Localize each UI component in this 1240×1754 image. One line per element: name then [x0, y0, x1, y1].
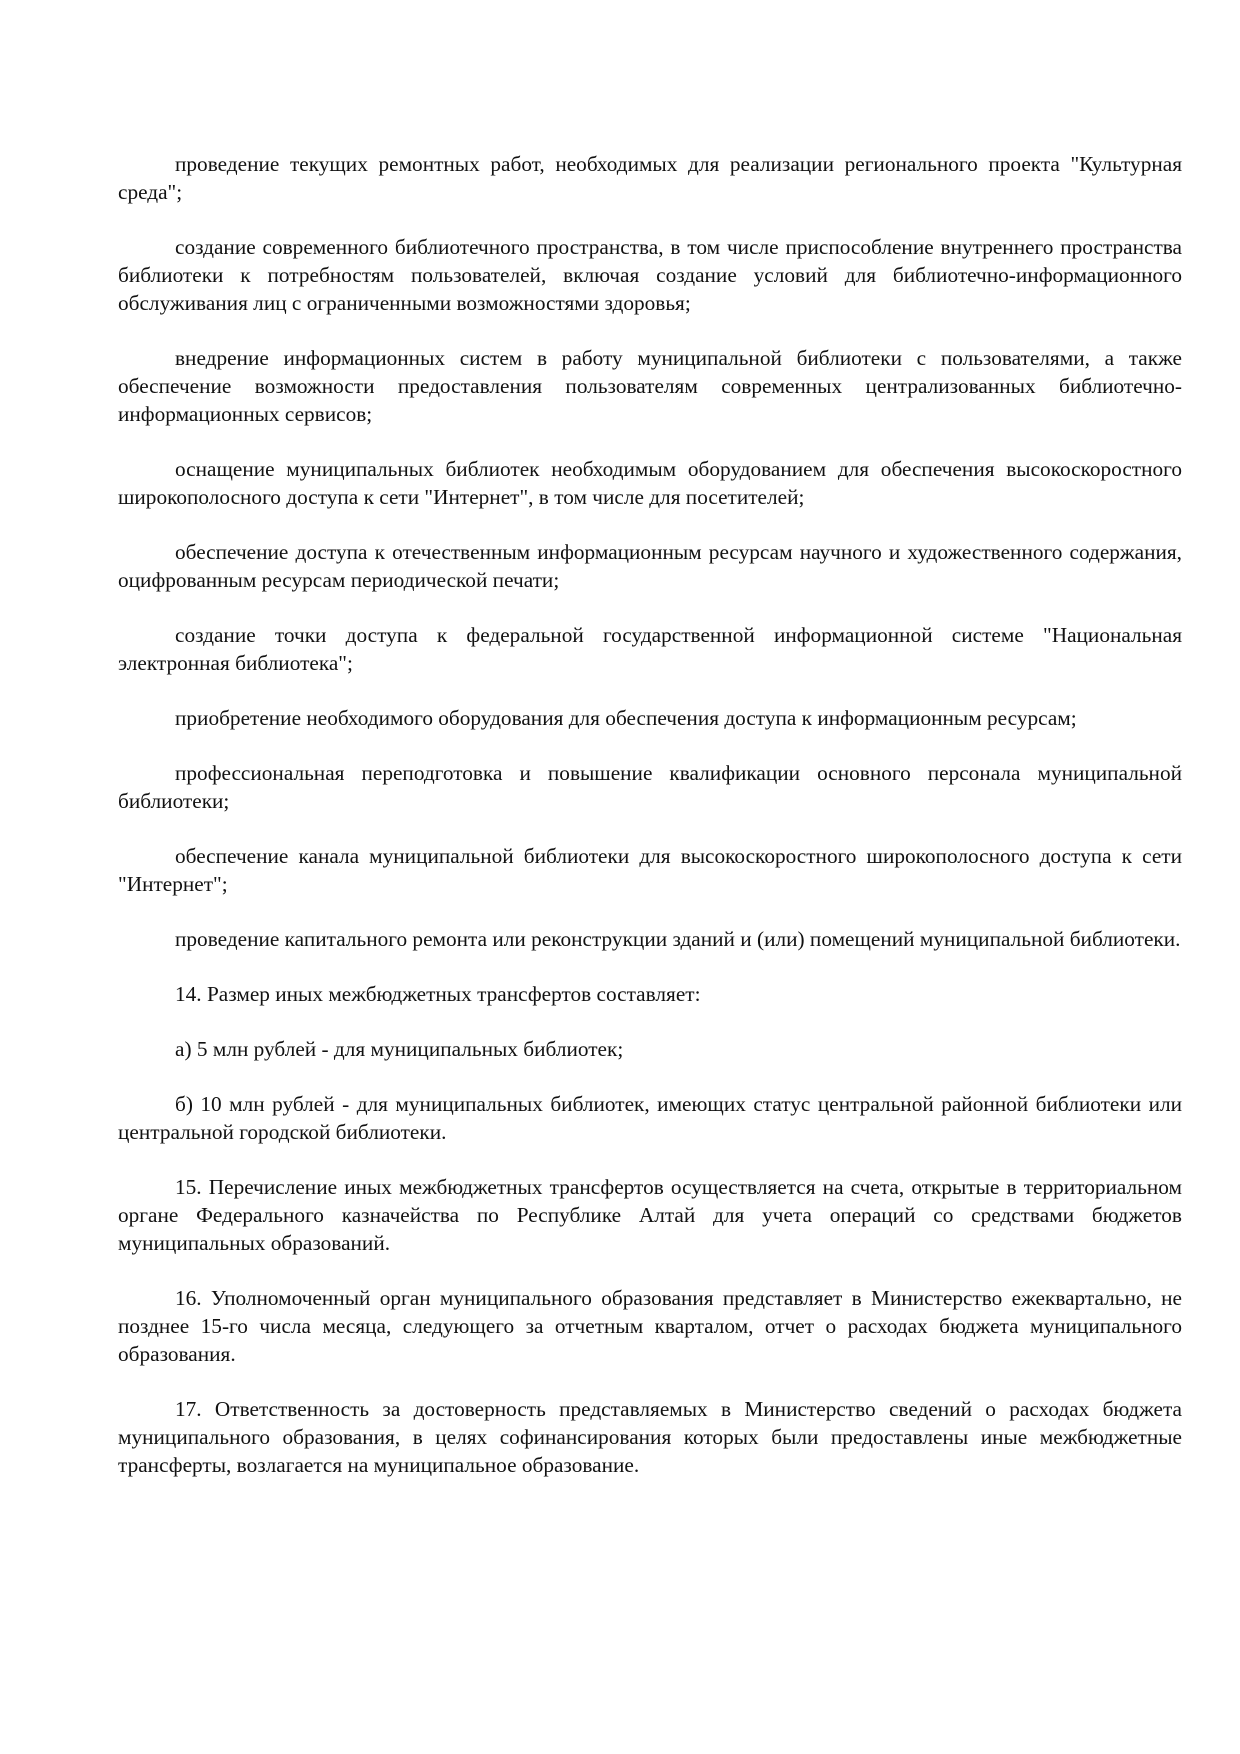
clause-14: 14. Размер иных межбюджетных трансфертов составляет:: [175, 982, 701, 1006]
paragraph: обеспечение канала муниципальной библиотеки для высокоскоростного широкополосного доступа к сети "Интернет";: [118, 844, 1182, 896]
clause-16: 16. Уполномоченный орган муниципального образования представляет в Министерство ежеквартально, не позднее 15-го числа месяца, следующего за отчетным кварталом, отчет о расходах бюджета муниципального образования.: [118, 1286, 1182, 1366]
clause-17: 17. Ответственность за достоверность представляемых в Министерство сведений о расходах бюджета муниципального образования, в целях софинансирования которых были предоставлены иные межбюджетные трансферты, возлагается на муниципальное образование.: [118, 1397, 1182, 1477]
paragraph: оснащение муниципальных библиотек необходимым оборудованием для обеспечения высокоскоростного широкополосного доступа к сети "Интернет", в том числе для посетителей;: [118, 457, 1182, 509]
paragraph: профессиональная переподготовка и повышение квалификации основного персонала муниципальной библиотеки;: [118, 761, 1182, 813]
paragraph: проведение капитального ремонта или реконструкции зданий и (или) помещений муниципальной библиотеки.: [175, 927, 1181, 951]
paragraph: внедрение информационных систем в работу муниципальной библиотеки с пользователями, а также обеспечение возможности предоставления пользователям современных централизованных библиотечно-информационных сервисов;: [118, 346, 1182, 426]
paragraph: проведение текущих ремонтных работ, необходимых для реализации регионального проекта "Культурная среда";: [118, 152, 1182, 204]
paragraph: создание современного библиотечного пространства, в том числе приспособление внутреннего пространства библиотеки к потребностям пользователей, включая создание условий для библиотечно-информационного обслуживания лиц с ограниченными возможностями здоровья;: [118, 235, 1182, 315]
clause-15: 15. Перечисление иных межбюджетных трансфертов осуществляется на счета, открытые в территориальном органе Федерального казначейства по Республике Алтай для учета операций со средствами бюджетов муниципальных образований.: [118, 1175, 1182, 1255]
clause-14-b: б) 10 млн рублей - для муниципальных библиотек, имеющих статус центральной районной библиотеки или центральной городской библиотеки.: [118, 1092, 1182, 1144]
document-page: [118, 150, 1182, 1506]
paragraph: приобретение необходимого оборудования для обеспечения доступа к информационным ресурсам;: [175, 706, 1077, 730]
paragraph: обеспечение доступа к отечественным информационным ресурсам научного и художественного содержания, оцифрованным ресурсам периодической печати;: [118, 540, 1182, 592]
clause-14-a: а) 5 млн рублей - для муниципальных библиотек;: [175, 1037, 624, 1061]
paragraph: создание точки доступа к федеральной государственной информационной системе "Национальная электронная библиотека";: [118, 623, 1182, 675]
